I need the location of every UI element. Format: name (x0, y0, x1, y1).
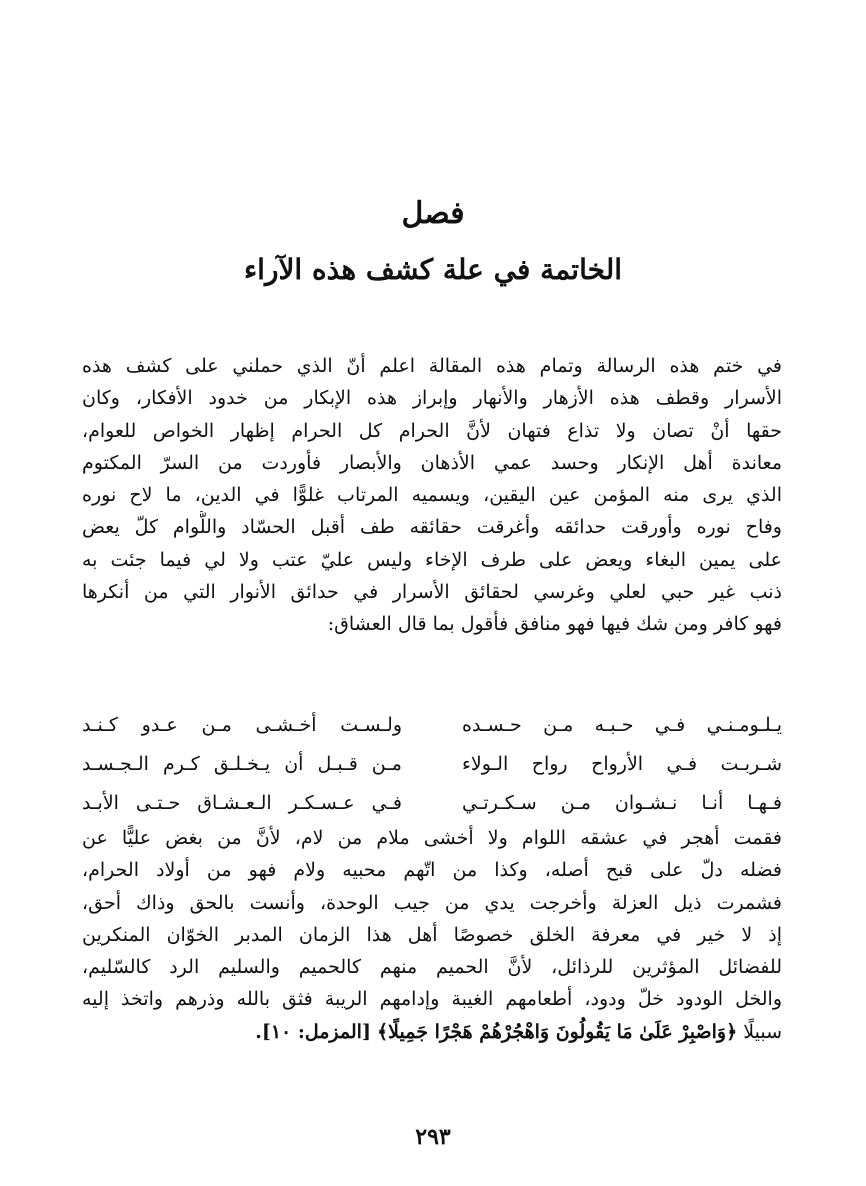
verse-second-hemistich: ولـسـت أخـشـى مـن عـدو كـنـد (82, 714, 402, 736)
verse-row (82, 706, 782, 745)
text-line: على يمين البغاء ويعض على طرف الإخاء وليس عليّ عتب ولا لي فيما جئت به (82, 548, 782, 571)
verse-row (82, 745, 782, 784)
paragraph-2 (82, 822, 782, 1048)
text-line: الذي يرى منه المؤمن عين اليقين، ويسميه المرتاب غلوًّا في الدين، ما لاح نوره (82, 484, 782, 507)
text-line: ذنب غير حبي لعلي وغرسي لحقائق الأسرار في حدائق الأنوار التي من أنكرها (82, 581, 782, 604)
chapter-title: الخاتمة في علة كشف هذه الآراء (244, 253, 622, 286)
verse-second-hemistich: فـي عـسـكـر الـعـشـاق حـتـى الأبـد (82, 792, 402, 814)
verse-second-hemistich: مـن قـبـل أن يـخـلـق كـرم الـجـسـد (82, 753, 402, 775)
text-line: للفضائل المؤثرين للرذائل، لأنَّ الحميم منهم كالحميم والسليم الرد كالسّليم، (82, 956, 782, 979)
text-line: معاندة أهل الإنكار وحسد عمي الأذهان والأبصار فأوردت من السرّ المكتوم (82, 451, 782, 474)
text-line: إذ لا خير في معرفة الخلق خصوصًا أهل هذا الزمان المدبر الخوّان المنكرين (82, 923, 782, 946)
text-line: فشمرت ذيل العزلة وأخرجت يدي من جيب الوحدة، وأنست بالحق وذاك أحق، (82, 891, 782, 914)
text-line: حقها أنْ تصان ولا تذاع فتهان لأنَّ الحرام كل الحرام إظهار الخواص للعوام، (82, 419, 782, 442)
verse-first-hemistich: يـلـومـنـي فـي حـبـه مـن حـسـده (462, 714, 782, 736)
text-line: والخل الودود خلّ ودود، أطعامهم الغيبة وإدامهم الريبة فثق بالله وذرهم واتخذ إليه (82, 988, 782, 1011)
verse-first-hemistich: فـهـا أنـا نـشـوان مـن سـكـرتـي (462, 792, 782, 814)
text-line: فضله دلّ على قبح أصله، وكذا من اتّهم محبيه ولام فهو من أولاد الحرام، (82, 859, 782, 882)
paragraph-1 (82, 350, 782, 641)
page-number: ٢٩٣ (415, 1124, 451, 1150)
verse-first-hemistich: شـربـت فـي الأرواح رواح الـولاء (462, 753, 782, 775)
poem-verses (82, 706, 782, 823)
text-line: فقمت أهجر في عشقه اللوام ولا أخشى ملام من لام، لأنَّ من بغض عليًّا عن (82, 827, 782, 849)
verse-row (82, 784, 782, 823)
closing-line-start: سبيلًا (743, 1020, 782, 1043)
text-line: في ختم هذه الرسالة وتمام هذه المقالة اعلم أنّ الذي حملني على كشف هذه (82, 355, 782, 377)
text-line: فهو كافر ومن شك فيها فهو منافق فأقول بما قال العشاق: (327, 613, 782, 636)
text-line: الأسرار وقطف هذه الأزهار والأنهار وإبراز هذه الإبكار من خدود الأفكار، وكان (82, 387, 782, 410)
quran-verse: ﴿وَاصْبِرْ عَلَىٰ مَا يَقُولُونَ وَاهْجُرْهُمْ هَجْرًا جَمِيلًا﴾ (377, 1020, 738, 1043)
quran-citation: [المزمل: ١٠]. (255, 1020, 371, 1043)
closing-line (82, 1016, 782, 1048)
section-label: فصل (401, 196, 465, 231)
text-line: وفاح نوره وأورقت حدائقه وأغرقت حقائقه طف أقبل الحسّاد واللُّوام كلّ يعض (82, 516, 782, 539)
